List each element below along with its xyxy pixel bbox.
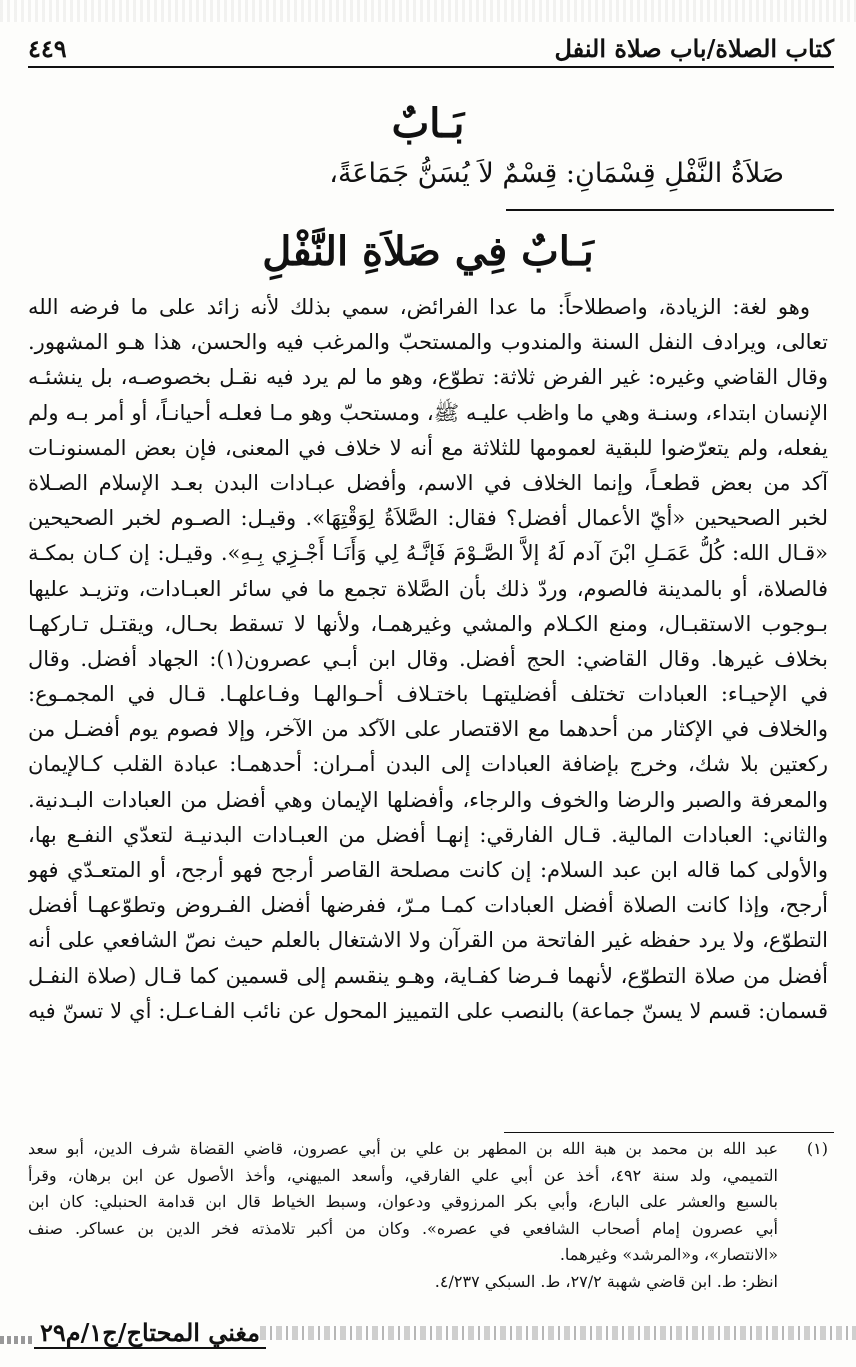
footnote-text: عبد الله بن محمد بن هبة الله بن المطهر بن علي بن أبي عصرون، قاضي القضاة شرف الدين، أبو سعد — [28, 1139, 778, 1158]
running-header — [28, 30, 834, 68]
footnote-line: «الانتصار»، و«المرشد» وغيرهما. — [559, 1245, 778, 1264]
body-line: لخبر الصحيحين «أيّ الأعمال أفضل؟ فقال: الصَّلاَةُ لِوَقْتِهَا». وقيـل: الصـوم لخبر الصحيحين — [28, 506, 828, 531]
body-line: في الإحيـاء: العبادات تختلف أفضليتهـا باختـلاف أحـوالهـا وفـاعلهـا. قـال في المجمـوع: — [28, 682, 828, 707]
signature-mark: مغني المحتاج/ج١/م٢٩ — [34, 1318, 266, 1349]
body-line: والأولى كما قاله ابن عبد السلام: إن كانت مصلحة القاصر أرجح فهو أرجح، أو المتعـدّي فهو — [28, 858, 828, 882]
body-line: بخلاف غيرها. وقال القاضي: الحج أفضل. وقال ابن أبـي عصرون(١): الجهاد أفضل. وقال — [28, 646, 828, 671]
body-line: آكد من بعض قطعـاً، وإنما الخلاف في الاسم، وأفضل عبـادات البدن بعـد الإسلام الصـلاة — [28, 470, 828, 495]
footnote-line: التميمي، ولد سنة ٤٩٢، أخذ عن أبي علي الفارقي، وأسعد الميهني، وأخذ الأصول عن ابن برهان، وقرأ — [28, 1165, 778, 1185]
body-line: أرجح، وإذا كانت الصلاة أفضل العبادات كمـا مـرّ، ففرضها أفضل الفـروض وتطوّعهـا أفضل — [28, 893, 828, 918]
body-line: وهو لغة: الزيادة، واصطلاحاً: ما عدا الفرائض، سمي بذلك لأنه زائد على ما فرضه الله — [28, 295, 810, 319]
top-decorative-band — [0, 0, 856, 22]
body-line: بـوجوب الاستقبـال، ومنع الكـلام والمشي وغيرهمـا، ولأنها لا تسقط بحـال، ويقتـل تـاركهـا — [28, 611, 828, 636]
body-line: والثاني: العبادات المالية. قـال الفارقي: إنهـا أفضل من العبـادات البدنيـة لتعدّي النفـع بها، — [28, 822, 828, 847]
chapter-title: بَـابٌ فِي صَلاَةِ النَّفْلِ — [262, 228, 594, 275]
body-line: فالصلاة، أو بالمدينة فالصوم، وردّ ذلك بأن الصَّلاة تجمع ما في سائر العبـادات، وتزيـد عليها — [28, 576, 828, 601]
footnote-divider — [504, 1132, 834, 1133]
footnotes — [28, 1136, 828, 1295]
body-line: ركعتين بلا شك، وخرج بإضافة العبادات إلى البدن أمـران: أحدهمـا: عبادة القلب كـالإيمان — [28, 752, 828, 777]
footnote-reference: انظر: ط. ابن قاضي شهبة ٢٧/٢، ط. السبكي ٤/٢٣٧. — [434, 1271, 778, 1291]
bottom-decorative-band-right — [260, 1326, 856, 1340]
footnote-line: بالسبع والعشر على البارع، وأبي بكر المرزوقي ودعوان، وسبط الخياط قال ابن قدامة الحنبلي: كان ابن — [28, 1192, 778, 1211]
commentary-body — [28, 290, 828, 1029]
footnote-line: أبي عصرون إمام أصحاب الشافعي في عصره». وكان من أكبر تلامذته فخر الدين بن عساكر. صنف — [28, 1218, 778, 1238]
matn-divider — [506, 209, 834, 211]
body-line: وقال القاضي وغيره: غير الفرض ثلاثة: تطوّع، وهو ما لم يرد فيه نقـل بخصوصـه، بل ينشئـه — [28, 365, 828, 390]
header-title: كتاب الصلاة/باب صلاة النفل — [554, 34, 834, 63]
body-line: الإنسان ابتداء، وسنـة وهي ما واظب عليـه ﷺ، ومستحبّ وهو مـا فعلـه أحيانـاً، أو أمر بـه ولم — [28, 400, 828, 425]
matn-chapter-title: بَـابٌ — [391, 100, 465, 147]
page-number: ٤٤٩ — [28, 34, 67, 63]
body-line: «قـال الله: كُلُّ عَمَـلِ ابْنَ آدم لَهُ إلاَّ الصَّـوْمَ فَإنَّـهُ لِي وَأَنَـا أَجْـزِي بِـهِ». وقيـل: إن كـان بمكـة — [28, 541, 828, 566]
matn-text: صَلاَةُ النَّفْلِ قِسْمَانِ: قِسْمٌ لاَ يُسَنُّ جَمَاعَةً، — [329, 158, 784, 189]
body-line: التطوّع، ولا يرد حفظه غير الفاتحة من القرآن ولا الاشتغال بالعلم حيث نصّ الشافعي على أنه — [28, 928, 828, 953]
bottom-decorative-band-left — [0, 1336, 34, 1344]
body-line: قسمان: قسم لا يسنّ جماعة) بالنصب على التمييز المحول عن نائب الفـاعـل: أي لا تسنّ فيه — [28, 998, 828, 1023]
body-line: تعالى، ويرادف النفل السنة والمندوب والمستحبّ والمرغب فيه والحسن، هذا هـو المشهور. — [28, 330, 828, 355]
body-line: والخلاف في الإكثار من أحدهما مع الاقتصار على الآكد من الآخر، وإلا فصوم يوم أفضـل من — [28, 717, 828, 742]
body-line: يفعله، ولم يتعرّضوا للبقية لعمومها للثلاثة مع أنه لا خلاف في المعنى، فإن بعض المسنونـات — [28, 435, 828, 460]
body-line: أفضل من صلاة التطوّع، لأنهما فـرضا كفـاية، وهـو ينقسم إلى قسمين كما قـال (صلاة النفـل — [28, 963, 828, 988]
footnote-number: (١) — [806, 1139, 828, 1158]
body-line: والمعرفة والصبر والرضا والخوف والرجاء، وأفضلها الإيمان وهي أفضل من العبادات البـدنية. — [28, 787, 828, 812]
footnote-line — [28, 1136, 828, 1163]
